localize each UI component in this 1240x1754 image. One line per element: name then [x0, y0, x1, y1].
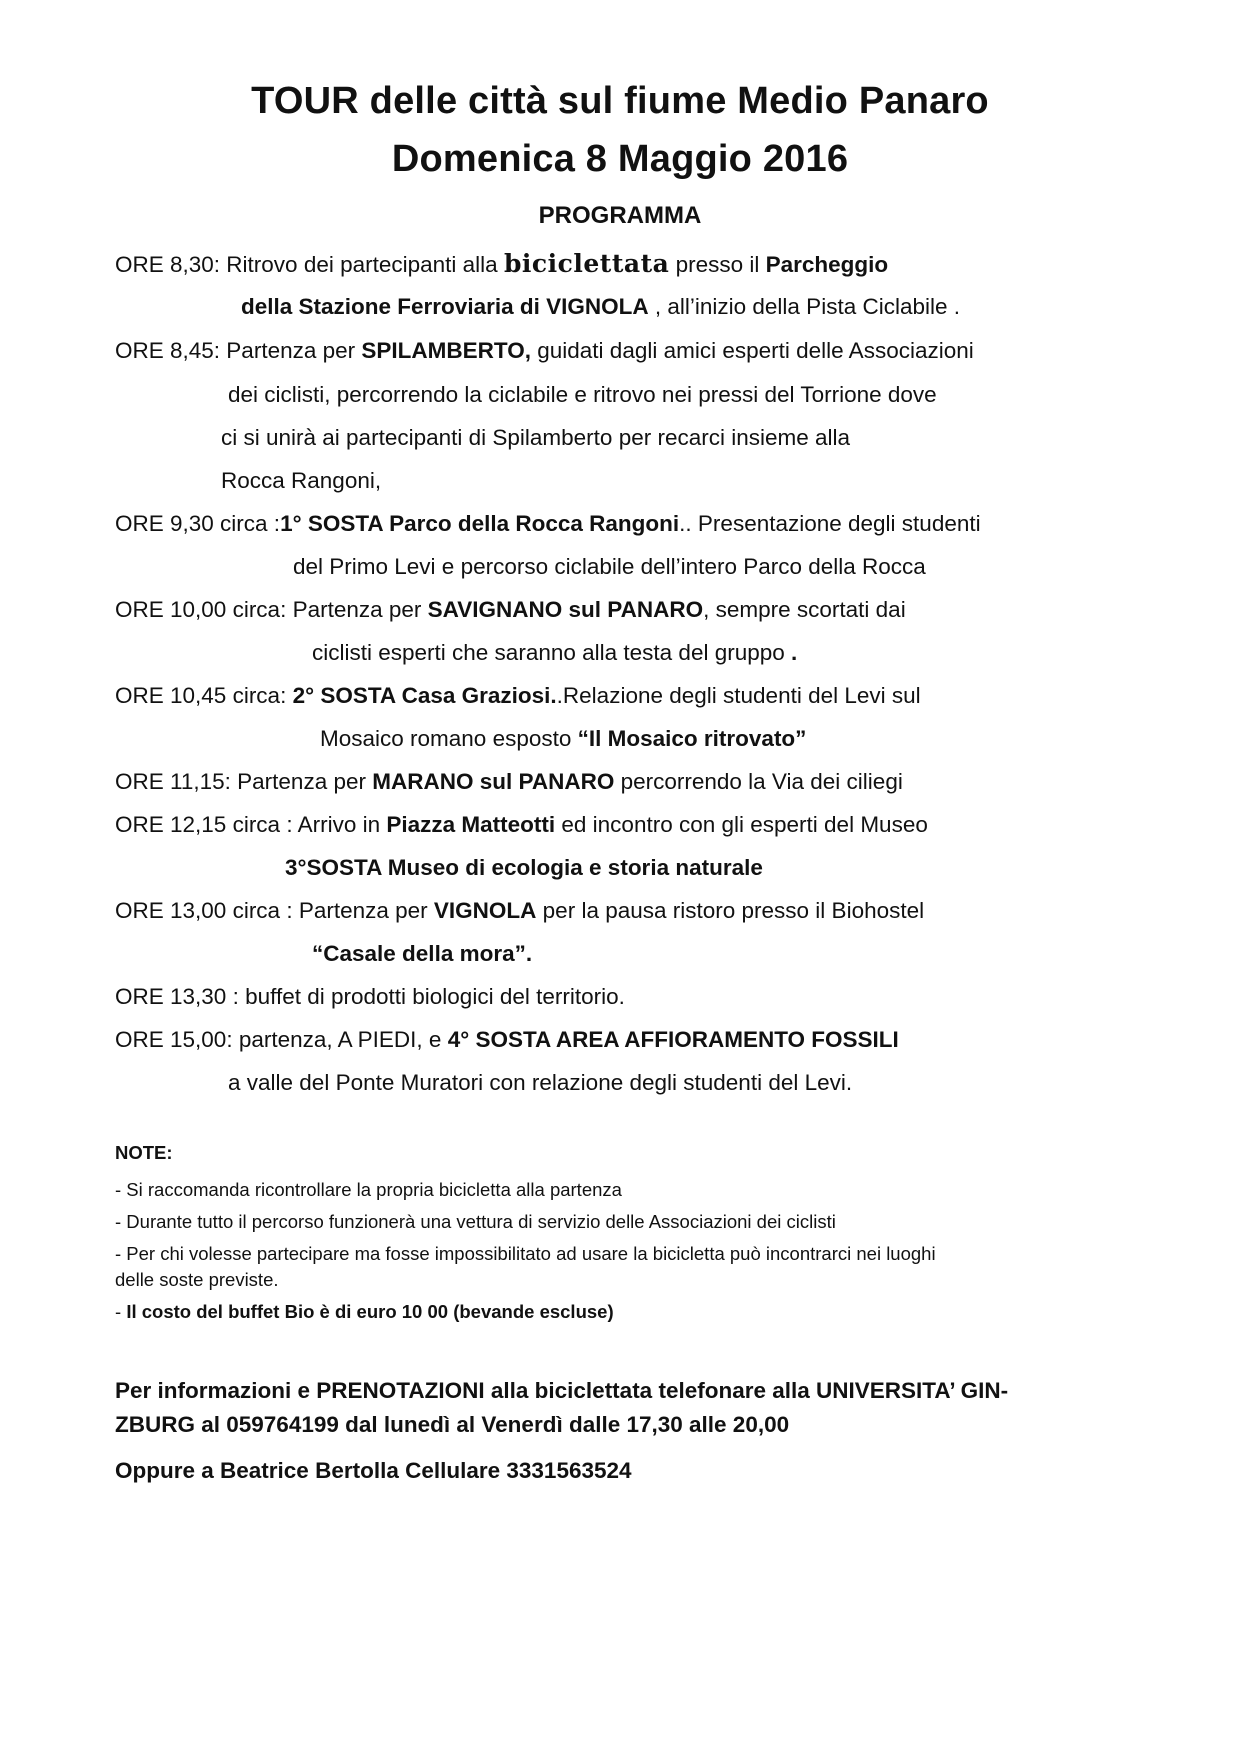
text-bold: Piazza Matteotti — [386, 812, 556, 837]
program-line-6: Rocca Rangoni, — [221, 468, 382, 493]
text: - — [115, 1301, 127, 1322]
text: ORE 10,45 circa: — [115, 683, 293, 708]
program-line-13 — [115, 767, 903, 797]
text: percorrendo la Via dei ciliegi — [614, 769, 903, 794]
text-bold: MARANO sul PANARO — [372, 769, 615, 794]
text-bold: “Il Mosaico ritrovato” — [577, 726, 807, 751]
program-line-20: a valle del Ponte Muratori con relazione degli studenti del Levi. — [228, 1070, 853, 1095]
note-2: - Durante tutto il percorso funzionerà una vettura di servizio delle Associazioni dei ciclisti — [115, 1211, 836, 1232]
text: , sempre scortati dai — [703, 597, 906, 622]
program-line-7 — [115, 509, 981, 539]
text: ORE 9,30 circa : — [115, 511, 281, 536]
text: presso il — [669, 252, 766, 277]
program-line-10 — [312, 638, 797, 668]
program-line-9 — [115, 595, 906, 625]
note-3a: - Per chi volesse partecipare ma fosse impossibilitato ad usare la bicicletta può incontrarci nei luoghi — [115, 1243, 936, 1264]
program-line-14 — [115, 810, 928, 840]
note-1: - Si raccomanda ricontrollare la propria bicicletta alla partenza — [115, 1179, 622, 1200]
title-line-1: TOUR delle città sul fiume Medio Panaro — [251, 80, 989, 122]
text: .Relazione degli studenti del Levi sul — [556, 683, 921, 708]
text: ciclisti esperti che saranno alla testa del gruppo — [312, 640, 792, 665]
text: ORE 13,00 circa : Partenza per — [115, 898, 434, 923]
text-bold: Il costo del buffet Bio è di euro 10 00 (bevande escluse) — [126, 1301, 614, 1322]
program-line-3 — [115, 336, 974, 366]
info-line-1: Per informazioni e PRENOTAZIONI alla biciclettata telefonare alla UNIVERSITA’ GIN- — [115, 1378, 1009, 1403]
text-bold: della Stazione Ferroviaria di VIGNOLA — [241, 294, 649, 319]
text: .. Presentazione degli studenti — [679, 511, 981, 536]
text: ed incontro con gli esperti del Museo — [555, 812, 928, 837]
text: ORE 8,30: Ritrovo dei partecipanti alla — [115, 252, 504, 277]
program-line-12 — [320, 724, 806, 754]
program-heading: PROGRAMMA — [538, 202, 702, 229]
note-3b: delle soste previste. — [115, 1269, 279, 1290]
text: per la pausa ristoro presso il Biohostel — [536, 898, 925, 923]
info-line-2: ZBURG al 059764199 dal lunedì al Venerdì dalle 17,30 alle 20,00 — [115, 1412, 790, 1437]
program-line-1 — [115, 249, 888, 280]
info-line-3: Oppure a Beatrice Bertolla Cellulare 3331563524 — [115, 1458, 632, 1483]
text-bold: 2° SOSTA Casa Graziosi. — [292, 683, 557, 708]
text-bold: 4° SOSTA AREA AFFIORAMENTO FOSSILI — [447, 1027, 899, 1052]
title-line-2: Domenica 8 Maggio 2016 — [391, 138, 849, 180]
program-line-15: 3°SOSTA Museo di ecologia e storia naturale — [285, 855, 763, 880]
program-line-8: del Primo Levi e percorso ciclabile dell’intero Parco della Rocca — [293, 554, 926, 579]
program-line-5: ci si unirà ai partecipanti di Spilamberto per recarci insieme alla — [221, 425, 851, 450]
text: ORE 11,15: Partenza per — [115, 769, 373, 794]
text: guidati dagli amici esperti delle Associazioni — [531, 338, 974, 363]
text: , all’inizio della Pista Ciclabile . — [648, 294, 960, 319]
text-bold: SAVIGNANO sul PANARO — [427, 597, 704, 622]
text: ORE 10,00 circa: Partenza per — [115, 597, 428, 622]
text: ORE 15,00: partenza, A PIEDI, e — [115, 1027, 448, 1052]
text: ORE 12,15 circa : Arrivo in — [115, 812, 387, 837]
text-bold: Parcheggio — [765, 252, 889, 277]
text-bold: 1° SOSTA Parco della Rocca Rangoni — [280, 511, 680, 536]
text-bold: VIGNOLA — [433, 898, 537, 923]
program-line-16 — [115, 896, 924, 926]
text: Mosaico romano esposto — [320, 726, 578, 751]
biciclettata-word: biciclettata — [503, 249, 670, 278]
note-4 — [115, 1299, 614, 1325]
program-line-11 — [115, 681, 921, 711]
program-line-4: dei ciclisti, percorrendo la ciclabile e ritrovo nei pressi del Torrione dove — [228, 382, 937, 407]
program-line-19 — [115, 1025, 899, 1055]
program-line-18: ORE 13,30 : buffet di prodotti biologici del territorio. — [115, 984, 625, 1009]
program-line-17: “Casale della mora”. — [312, 941, 533, 966]
text-bold: . — [791, 640, 798, 665]
notes-heading: NOTE: — [115, 1142, 173, 1163]
text-bold: SPILAMBERTO, — [361, 338, 531, 363]
program-line-2 — [241, 292, 960, 322]
text: ORE 8,45: Partenza per — [115, 338, 362, 363]
